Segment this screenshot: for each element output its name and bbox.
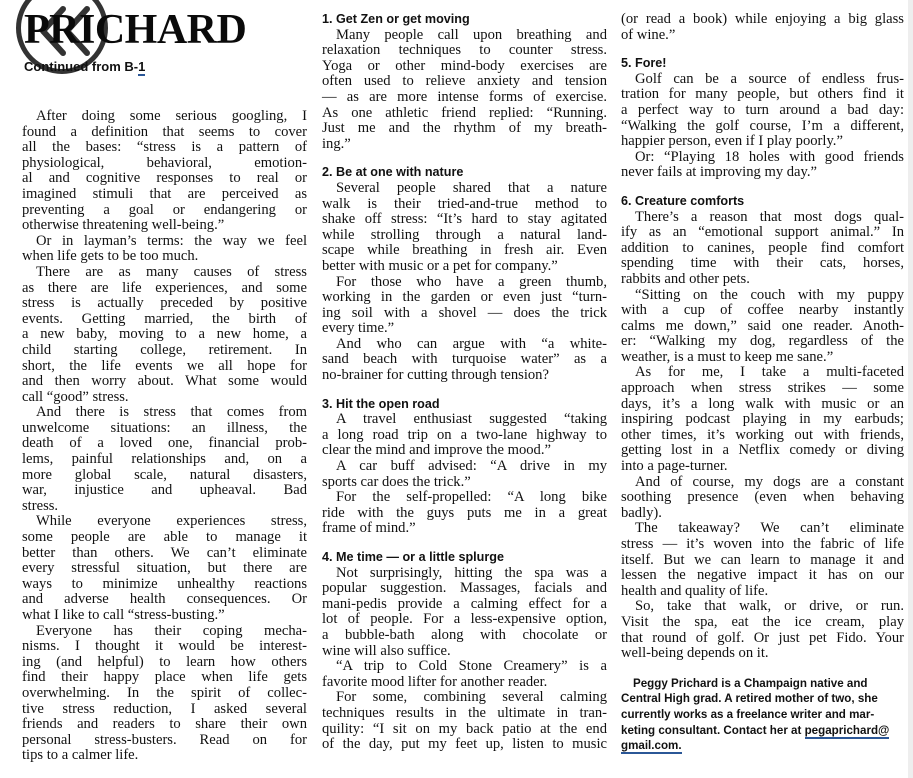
email-link[interactable]: gmail.com.	[621, 739, 682, 753]
text-line: ify as an “emotional support animal.” In	[621, 224, 904, 241]
text-line: rabbits and other pets.	[621, 270, 750, 287]
text-line: with a cup of coffee nearby instantly	[621, 302, 904, 319]
text-line: no-brainer for cutting through tension?	[322, 367, 549, 384]
text-line: tive stress reduction, I asked several	[22, 700, 307, 717]
text-line: Not surprisingly, hitting the spa was a	[336, 564, 607, 581]
text-line: otherwise threatening well-being.”	[22, 217, 225, 234]
text-line: war, injustice and upheaval. Bad	[22, 482, 307, 499]
text-line: Or in layman’s terms: the way we feel	[36, 232, 307, 249]
text-line: Many people call upon breathing and	[336, 26, 607, 43]
paragraph	[322, 566, 607, 660]
text-line: find their happy place when life gets	[22, 669, 307, 686]
text-line: itself. But we can learn to manage it and	[621, 551, 904, 568]
paragraph	[621, 475, 904, 522]
text-line: So, take that walk, or drive, or run.	[635, 598, 904, 615]
paragraph	[322, 337, 607, 384]
text-line: quility: “I sit on my back patio at the end	[322, 720, 607, 737]
text-line: into a page-turner.	[621, 458, 728, 475]
paragraph	[621, 150, 904, 181]
text-line: There’s a reason that most dogs qual-	[635, 208, 904, 225]
paragraph	[22, 624, 307, 764]
text-line: and adverse health consequences. Or	[22, 591, 307, 608]
paragraph	[22, 405, 307, 514]
text-line: Yoga or other mind-body exercises are	[322, 57, 607, 74]
column-title: PRICHARD	[24, 7, 247, 53]
text-line: when life gets to be too much.	[22, 248, 199, 265]
text-line: and then worry about. What some would	[22, 373, 307, 390]
text-line: getting lost in a Netflix comedy or diving	[621, 442, 904, 459]
text-line: child starting college, retirement. In	[22, 341, 307, 358]
text-line: tips to a calmer life.	[22, 747, 139, 764]
text-line: (or read a book) while enjoying a big glass	[621, 11, 904, 27]
paragraph	[621, 365, 904, 474]
text-line: Or: “Playing 18 holes with good friends	[635, 148, 904, 165]
text-line: relaxation techniques to counter stress.	[322, 42, 607, 59]
page-link[interactable]: 1	[138, 59, 146, 74]
text-line: lems, painful relationships and, on a	[22, 451, 307, 468]
text-line: For the self-propelled: “A long bike	[336, 489, 607, 506]
text-line: stress — it’s woven into the fabric of life	[621, 536, 904, 552]
section-heading: 2. Be at one with nature	[322, 165, 464, 180]
paragraph	[621, 521, 904, 599]
section-heading: 4. Me time — or a little splurge	[322, 550, 504, 564]
text-line: a bubble-bath along with chocolate or	[322, 626, 607, 643]
paragraph	[322, 412, 607, 459]
text-line: all the bases: “stress is a pattern of	[22, 139, 307, 156]
text-line: preventing a goal or endangering or	[22, 201, 307, 218]
text-line: inspiring podcast playing in my earbuds;	[621, 411, 904, 428]
text-line: There are as many causes of stress	[36, 263, 307, 280]
paragraph	[621, 210, 904, 288]
text-line: And of course, my dogs are a constant	[635, 473, 904, 490]
text-line: days, it’s a long walk with music or an	[621, 395, 904, 412]
text-line: er: “Walking my dog, regardless of the	[621, 333, 904, 350]
section-heading: 1. Get Zen or get moving	[322, 12, 470, 26]
text-line: never fails at improving my day.”	[621, 164, 818, 181]
paragraph	[621, 72, 904, 150]
text-line: mani-pedis provide a calming effect for a	[322, 595, 607, 612]
bio-line: currently works as a freelance writer and mar-	[621, 707, 875, 721]
text-line: more global scale, natural disasters,	[22, 466, 307, 483]
text-line: events. Getting married, the birth of	[22, 310, 307, 327]
bio-line: keting consultant. Contact her at pegaprichard@	[621, 723, 890, 737]
email-link[interactable]: pegaprichard@	[804, 723, 890, 737]
text-line: lot of people. For a less-expensive option,	[322, 611, 607, 628]
text-line: that round of golf. Or just pet Fido. Your	[621, 629, 904, 646]
text-line: short, the life events we all hope for	[22, 357, 307, 374]
text-line: friends and readers to share their own	[22, 716, 307, 733]
text-line: sand beach with turquoise water” as a	[322, 351, 607, 368]
continued-from-label	[24, 59, 145, 74]
text-line: imagined stimuli that are perceived as	[22, 185, 307, 202]
text-line: better than others. We can’t eliminate	[22, 544, 307, 561]
text-line: badly).	[621, 504, 662, 521]
bio-line: Central High grad. A retired mother of two, she	[621, 692, 878, 706]
text-line: health and quality of life.	[621, 582, 769, 599]
text-line: — as are more intense forms of exercise.	[322, 88, 607, 105]
text-line: The takeaway? We can’t eliminate	[635, 520, 904, 537]
text-line: clear the mind and improve the mood.”	[322, 442, 551, 459]
text-line: As for me, I take a multi-faceted	[635, 364, 904, 381]
text-line: Golf can be a source of endless frus-	[635, 70, 904, 87]
paragraph	[322, 28, 607, 153]
text-line: death of a loved one, financial prob-	[22, 435, 307, 452]
text-line: While everyone experiences stress,	[36, 513, 307, 530]
text-line: a perfect way to turn around a bad day:	[621, 101, 904, 118]
text-line: For those who have a green thumb,	[336, 273, 607, 290]
article-column-1	[22, 109, 307, 764]
text-line: as there are life experiences, and some	[22, 279, 307, 296]
text-line: every time.”	[322, 320, 395, 337]
text-line: a long road trip on a two-lane highway to	[322, 426, 607, 443]
paragraph	[322, 459, 607, 490]
text-line: walk is their tried-and-true method to	[322, 195, 607, 212]
bio-line: Peggy Prichard is a Champaign native and	[633, 676, 868, 690]
text-line: of wine.”	[621, 26, 676, 43]
text-line: often used to relieve anxiety and tension	[322, 73, 607, 90]
text-line: frame of mind.”	[322, 520, 416, 537]
text-line: nisms. I thought it would be interest-	[22, 638, 307, 655]
text-line: scape while breathing in fresh air. Even	[322, 242, 607, 259]
text-line: favorite mood lifter for another reader.	[322, 673, 548, 690]
paragraph	[621, 288, 904, 366]
text-line: tration for many people, but others find it	[621, 86, 904, 103]
paragraph	[22, 514, 307, 623]
article-column-2	[322, 12, 607, 753]
text-line: some people are able to manage it	[22, 529, 307, 546]
text-line: sports car does the trick.”	[322, 473, 471, 490]
text-line: weather, is a must to keep me sane.”	[621, 348, 834, 365]
text-line: Several people shared that a nature	[336, 179, 607, 196]
text-line: every stressful situation, but there are	[22, 560, 307, 577]
text-line: of the day, put my feet up, listen to music	[322, 736, 607, 753]
text-line: a new baby, moving to a new home, a	[22, 326, 307, 343]
text-line: “A trip to Cold Stone Creamery” is a	[336, 658, 607, 675]
paragraph	[322, 659, 607, 690]
text-line: personal stress-busters. Read on for	[22, 731, 307, 748]
paragraph	[322, 275, 607, 337]
text-line: what I like to call “stress-busting.”	[22, 607, 225, 623]
paragraph	[621, 599, 904, 661]
text-line: ride with the guys puts me in a great	[322, 504, 607, 521]
text-line: A car buff advised: “A drive in my	[336, 458, 607, 475]
text-line: working in the garden or even just “turn-	[322, 289, 607, 306]
article-column-3	[621, 12, 904, 754]
scrollbar[interactable]	[908, 0, 913, 778]
text-line: wine will also suffice.	[322, 642, 451, 659]
text-line: And there is stress that comes from	[36, 404, 307, 421]
text-line: popular suggestion. Massages, facials and	[322, 580, 607, 597]
text-line: stress.	[22, 497, 59, 514]
paragraph	[22, 234, 307, 265]
text-line: ing.”	[322, 135, 351, 152]
text-line: shake off stress: “It’s hard to stay agitated	[322, 211, 607, 228]
paragraph	[322, 690, 607, 752]
text-line: ing soil with a shovel — does the trick	[322, 304, 607, 321]
paragraph	[22, 109, 307, 234]
section-heading: 5. Fore!	[621, 56, 667, 71]
text-line: unwelcome situations: an illness, the	[22, 419, 307, 436]
text-line: calms me down,” said one reader. Anoth-	[621, 317, 904, 334]
text-line: ways to minimize unhealthy reactions	[22, 575, 307, 592]
text-line: As one athletic friend replied: “Running.	[322, 104, 607, 121]
text-line: well-being depends on it.	[621, 645, 769, 662]
paragraph	[22, 265, 307, 405]
text-line: ing (and helpful) to learn how others	[22, 653, 307, 670]
text-line: Just me and the rhythm of my breath-	[322, 120, 607, 137]
text-line: “Walking the golf course, I’m a different,	[621, 117, 904, 134]
text-line: techniques results in the ultimate in tran-	[322, 704, 607, 721]
paragraph	[322, 490, 607, 537]
text-line: approach when stress strikes — some	[621, 380, 904, 397]
text-line: call “good” stress.	[22, 388, 129, 405]
section-heading: 6. Creature comforts	[621, 193, 745, 208]
text-line: And who can argue with “a white-	[336, 335, 607, 352]
author-bio	[621, 676, 901, 754]
text-line: Visit the spa, eat the ice cream, play	[621, 613, 904, 630]
paragraph	[621, 12, 904, 43]
text-line: while strolling through a natural land-	[322, 226, 607, 243]
text-line: Everyone has their coping mecha-	[36, 622, 307, 639]
text-line: soothing presence (even when behaving	[621, 489, 904, 506]
text-line: addition to canines, people find comfort	[621, 239, 904, 256]
text-line: happier person, even if I play poorly.”	[621, 133, 843, 150]
text-line: “Sitting on the couch with my puppy	[635, 286, 904, 303]
text-line: found a definition that seems to cover	[22, 123, 307, 140]
text-line: A travel enthusiast suggested “taking	[336, 411, 607, 428]
text-line: better with music or a pet for company.”	[322, 257, 558, 274]
text-line: al and cognitive responses to real or	[22, 170, 307, 187]
text-line: overwhelming. In the spirit of collec-	[22, 684, 307, 701]
text-line: physiological, behavioral, emotion-	[22, 154, 307, 171]
bio-line	[621, 738, 901, 754]
paragraph	[322, 181, 607, 275]
text-line: After doing some serious googling, I	[36, 108, 307, 124]
text-line: other times, it’s working out with friends,	[621, 426, 904, 443]
section-heading: 3. Hit the open road	[322, 396, 440, 411]
text-line: lessen the negative impact it has on our	[621, 567, 904, 584]
text-line: stress is actually preceded by positive	[22, 295, 307, 312]
text-line: For some, combining several calming	[336, 689, 607, 706]
continued-prefix: Continued from B-	[24, 59, 139, 74]
text-line: spending time with their cats, horses,	[621, 255, 904, 272]
